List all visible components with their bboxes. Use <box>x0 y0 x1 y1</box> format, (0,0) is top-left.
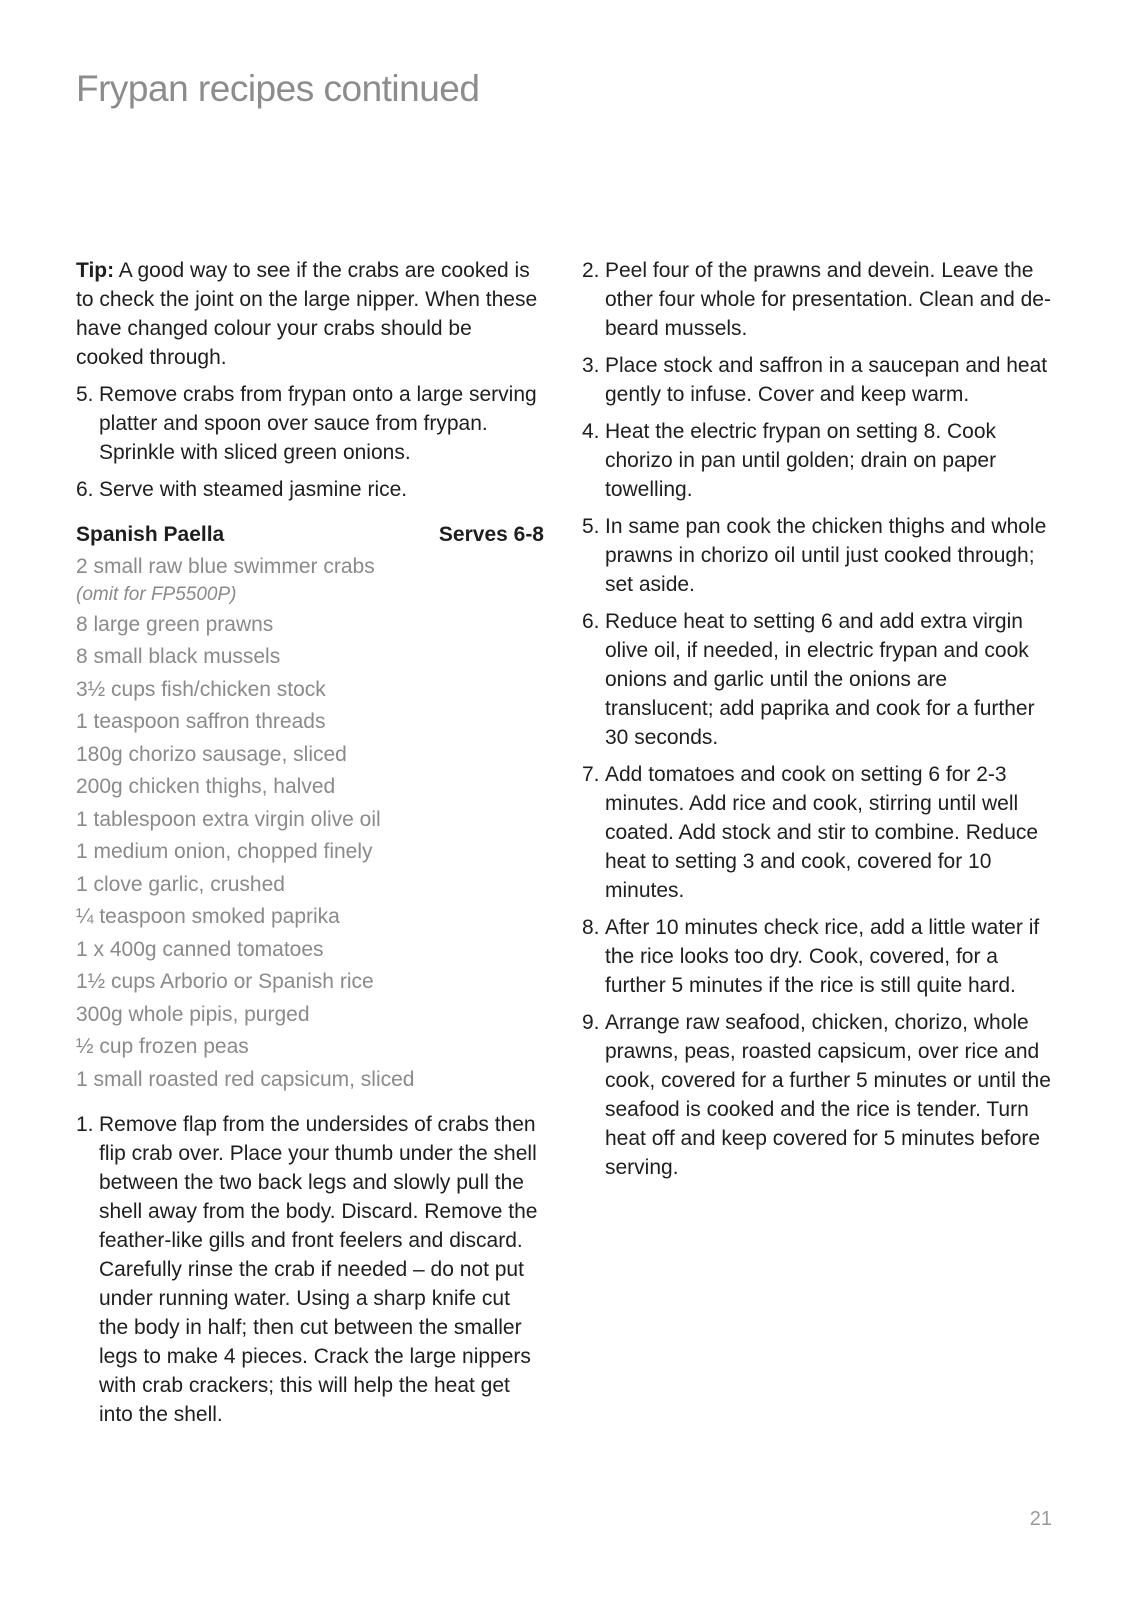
previous-method-steps <box>76 380 544 504</box>
step-number: 3. <box>582 354 600 377</box>
method-step <box>76 1110 544 1429</box>
step-number: 5. <box>582 515 600 538</box>
step-number: 6. <box>582 610 600 633</box>
step-text: Remove flap from the undersides of crabs then flip crab over. Place your thumb under the shell between the two back legs and slowly pull the shell away from the body. Discard. Remove the feather-like gills and front feelers and discard. Carefully rinse the crab if needed – do not put under running water. Using a sharp knife cut the body in half; then cut between the smaller legs to make 4 pieces. Crack the large nippers with crab crackers; this will help the heat get into the shell. <box>99 1113 538 1426</box>
left-column <box>76 256 544 1437</box>
step-text: Remove crabs from frypan onto a large serving platter and spoon over sauce from frypan. Sprinkle with sliced green onions. <box>99 383 537 464</box>
ingredient-item: 180g chorizo sausage, sliced <box>76 742 347 766</box>
ingredient-item: 1 tablespoon extra virgin olive oil <box>76 807 381 831</box>
ingredient-item: 2 small raw blue swimmer crabs <box>76 555 375 578</box>
ingredient-item: 1 clove garlic, crushed <box>76 872 285 896</box>
recipe-heading <box>76 520 544 549</box>
step-text: Heat the electric frypan on setting 8. Cook chorizo in pan until golden; drain on paper towelling. <box>605 420 997 501</box>
method-step <box>582 913 1052 1000</box>
step-text: Arrange raw seafood, chicken, chorizo, whole prawns, peas, roasted capsicum, over rice and cook, covered for a further 5 minutes or until the seafood is cooked and the rice is tender. Turn heat off and keep covered for 5 minutes before serving. <box>605 1011 1051 1179</box>
page-title: Frypan recipes continued <box>76 68 480 109</box>
ingredient-item: 8 small black mussels <box>76 645 281 668</box>
step-number: 4. <box>582 420 600 443</box>
step-text: Serve with steamed jasmine rice. <box>99 478 408 501</box>
page-number: 21 <box>1029 1508 1052 1530</box>
method-steps-right <box>582 256 1052 1182</box>
step-number: 9. <box>582 1011 600 1034</box>
ingredient-item: 1½ cups Arborio or Spanish rice <box>76 970 374 993</box>
right-column <box>582 256 1052 1190</box>
ingredient-item: 300g whole pipis, purged <box>76 1002 310 1026</box>
method-step <box>582 417 1052 504</box>
step-number: 6. <box>76 478 94 501</box>
method-step <box>582 607 1052 752</box>
tip-text: A good way to see if the crabs are cooked is to check the joint on the large nipper. When these have changed colour your crabs should be cooked through. <box>76 259 538 369</box>
step-number: 1. <box>76 1113 94 1136</box>
method-step <box>582 1008 1052 1182</box>
ingredient-item: 200g chicken thighs, halved <box>76 775 336 798</box>
ingredient-item: 1 small roasted red capsicum, sliced <box>76 1067 415 1091</box>
tip-paragraph <box>76 256 544 372</box>
ingredient-item: ½ cup frozen peas <box>76 1035 249 1058</box>
ingredient-item: 1 x 400g canned tomatoes <box>76 937 324 961</box>
step-text: In same pan cook the chicken thighs and whole prawns in chorizo oil until just cooked through; set aside. <box>605 515 1047 596</box>
method-step <box>582 760 1052 905</box>
ingredient-item: 1 teaspoon saffron threads <box>76 710 326 733</box>
method-step <box>76 475 544 504</box>
method-step <box>76 380 544 467</box>
step-text: After 10 minutes check rice, add a little water if the rice looks too dry. Cook, covered, for a further 5 minutes if the rice is still quite hard. <box>605 916 1040 997</box>
step-text: Add tomatoes and cook on setting 6 for 2-3 minutes. Add rice and cook, stirring until well coated. Add stock and stir to combine. Reduce heat to setting 3 and cook, covered for 10 minutes. <box>605 763 1039 902</box>
method-step <box>582 256 1052 343</box>
step-number: 7. <box>582 763 600 786</box>
step-number: 2. <box>582 259 600 282</box>
tip-label: Tip: <box>76 259 115 282</box>
ingredient-item: ¼ teaspoon smoked paprika <box>76 905 340 928</box>
ingredient-item: 3½ cups fish/chicken stock <box>76 677 326 701</box>
method-steps-left <box>76 1110 544 1429</box>
recipe-title: Spanish Paella <box>76 523 225 546</box>
ingredient-note: (omit for FP5500P) <box>76 583 237 605</box>
step-text: Place stock and saffron in a saucepan and heat gently to infuse. Cover and keep warm. <box>605 354 1048 406</box>
method-step <box>582 351 1052 409</box>
step-number: 5. <box>76 383 94 406</box>
recipe-serves: Serves 6-8 <box>438 523 544 546</box>
ingredient-list <box>76 551 544 1096</box>
ingredient-item: 8 large green prawns <box>76 612 274 636</box>
ingredient-item: 1 medium onion, chopped finely <box>76 840 373 863</box>
method-step <box>582 512 1052 599</box>
step-number: 8. <box>582 916 600 939</box>
step-text: Peel four of the prawns and devein. Leave the other four whole for presentation. Clean and de-beard mussels. <box>605 259 1051 340</box>
step-text: Reduce heat to setting 6 and add extra virgin olive oil, if needed, in electric frypan and cook onions and garlic until the onions are translucent; add paprika and cook for a further 30 seconds. <box>605 610 1035 749</box>
